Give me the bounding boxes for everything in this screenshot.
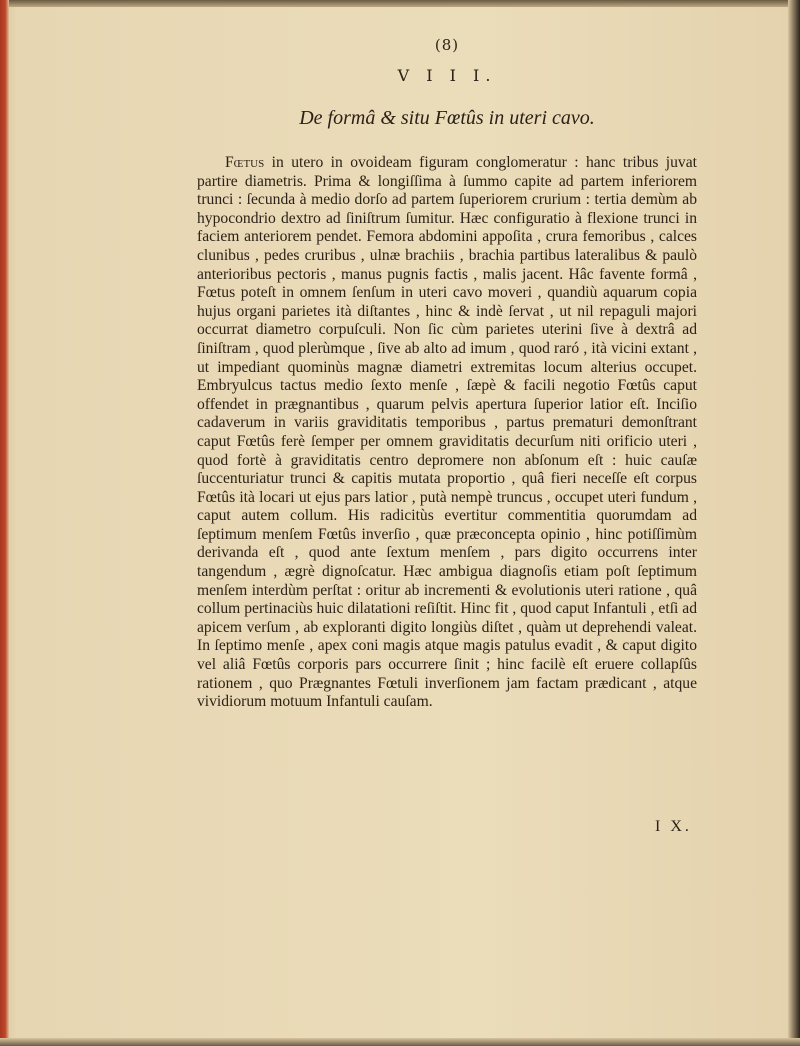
body-paragraph xyxy=(197,154,697,712)
catchword: I X. xyxy=(655,818,692,835)
chapter-heading: V I I I. xyxy=(397,66,497,85)
left-binding-edge xyxy=(0,0,9,1046)
page-number: (8) xyxy=(434,36,460,54)
paragraph-text: in utero in ovoideam figuram conglomeratur : hanc tribus juvat partire diametris. Prima & longiſſima à ſummo capite ad partem inferiorem trunci : ſecunda à medio dorſo ad partem ſuperiorem crurium : tertia demùm ab hypocondrio dextro ad ſiniſtrum ſumitur. Hæc configuratio à flexione trunci in faciem anteriorem pendet. Femora abdomini appoſita , crura femoribus , calces clunibus , pedes cruribus , ulnæ brachiis , brachia partibus lateralibus & paulò anterioribus pectoris , manus pugnis factis , malis jacent. Hâc favente formâ , Fœtus poteſt in omnem ſenſum in uteri cavo moveri , quandiù aquarum copia hujus organi parietes ità diſtantes , hinc & indè ſervat , ut nil repaguli majori occurrat diametro corpuſculi. Non ſic cùm parietes uterini ſive à dextrâ ad ſiniſtram , quod plerùmque , ſive ab alto ad imum , quod raró , ità vicini extant , ut impediant quominùs magnæ diametri extremitas locum alterius occupet. Embryulcus tactus medio ſexto menſe , ſæpè & facili negotio Fœtûs caput offendet in prægnantibus , quarum pelvis apertura ſuperior latior eſt. Inciſio cadaverum in variis graviditatis temporibus , partus prematuri demonſtrant caput Fœtûs ferè ſemper per omnem graviditatis decurſum niti orificio uteri , quod fortè à graviditatis centro depromere non abſonum eſt : huic cauſæ ſuccenturiatur trunci & capitis mutata proportio , quâ fieri neceſſe eſt corpus Fœtûs ità locari ut ejus pars latior , putà nempè truncus , occupet uteri fundum , caput autem collum. His radicitùs evertitur commentitia quorumdam ad ſeptimum menſem Fœtûs inverſio , quæ præconcepta opinio , hinc potiſſimùm derivanda eſt , quod ante ſextum menſem , pars digito occurrens inter tangendum , ægrè dignoſcatur. Hæc ambigua diagnoſis etiam poſt ſeptimum menſem interdùm perſtat : oritur ab incrementi & evolutionis uteri ratione , quâ collum pertinaciùs huic dilatationi reſiſtit. Hinc fit , quod caput Infantuli , etſi ad apicem verſum , ab exploranti digito longiùs diſtet , quàm ut deprehendi valeat. In ſeptimo menſe , apex coni magis atque magis patulus evadit , & caput digito vel aliâ Fœtûs corporis pars occurrere ſinit ; hinc facilè eſt eruere collapſûs rationem , quo Prægnantes Fœtuli inverſionem jam factam prædicant , atque vividiorum motuum Infantuli cauſam. xyxy=(197,154,697,711)
right-page-edge xyxy=(788,0,800,1046)
opening-word: Fœtus xyxy=(225,154,265,171)
text-block xyxy=(197,28,697,727)
chapter-title: De formâ & situ Fœtûs in uteri cavo. xyxy=(299,107,595,129)
bottom-page-edge xyxy=(0,1038,800,1046)
top-edge-shadow xyxy=(0,0,800,7)
